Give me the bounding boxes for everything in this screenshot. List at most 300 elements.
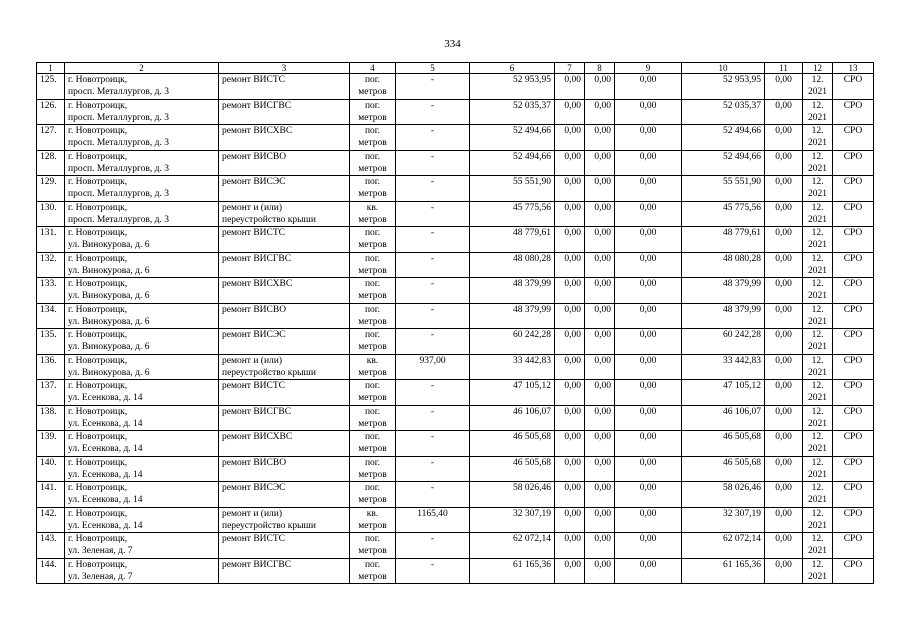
unit-cell-line: метров <box>358 112 387 123</box>
address-cell <box>65 482 219 508</box>
row-number-cell: 140. <box>37 456 65 482</box>
address-cell-line: ул. Есенкова, д. 14 <box>68 418 143 429</box>
work-type-cell-line: ремонт ВИСГВС <box>222 253 292 264</box>
address-cell-line: г. Новотроицк, <box>68 151 128 162</box>
deadline-cell-line: 12. <box>811 330 824 340</box>
total-cost-cell: 45 775,56 <box>470 201 555 227</box>
unit-cell-line: пог. <box>364 75 381 85</box>
deadline-cell-line: 2021 <box>808 87 827 97</box>
col8-cell: 0,00 <box>585 278 615 304</box>
table-row <box>37 329 874 355</box>
address-cell-line: ул. Есенкова, д. 14 <box>68 444 143 454</box>
column-header-12: 12 <box>803 63 833 74</box>
deadline-cell <box>803 125 833 151</box>
col9-cell: 0,00 <box>615 507 682 533</box>
col11-cell: 0,00 <box>765 150 803 176</box>
col7-cell: 0,00 <box>555 507 585 533</box>
col8-cell: 0,00 <box>585 380 615 406</box>
address-cell-line: г. Новотроицк, <box>68 202 128 213</box>
table-row <box>37 125 874 151</box>
address-cell-line: г. Новотроицк, <box>68 406 128 417</box>
table-row <box>37 405 874 431</box>
work-type-cell-line: ремонт ВИСТС <box>222 534 286 544</box>
col8-cell: 0,00 <box>585 405 615 431</box>
address-cell-line: просп. Металлургов, д. 3 <box>68 87 169 97</box>
deadline-cell-line: 2021 <box>808 240 827 250</box>
deadline-cell-line: 12. <box>811 457 824 468</box>
col11-cell: 0,00 <box>765 201 803 227</box>
deadline-cell-line: 2021 <box>808 163 827 174</box>
unit-cell <box>350 303 396 329</box>
work-type-cell-line: переустройство крыши <box>222 214 316 225</box>
unit-cell-line: метров <box>358 444 387 454</box>
total-cost-cell: 52 953,95 <box>470 74 555 100</box>
table-row <box>37 303 874 329</box>
row-number-cell: 144. <box>37 558 65 584</box>
method-cell: СРО <box>833 252 874 278</box>
unit-cell-line: метров <box>358 418 387 429</box>
unit-cell-line: кв. <box>366 355 379 366</box>
deadline-cell <box>803 303 833 329</box>
page-number: 334 <box>444 38 461 50</box>
work-type-cell <box>219 99 350 125</box>
unit-cell-line: метров <box>358 393 387 403</box>
col7-cell: 0,00 <box>555 354 585 380</box>
work-type-cell-line: ремонт и (или) <box>222 508 283 519</box>
unit-cell <box>350 125 396 151</box>
col7-cell: 0,00 <box>555 150 585 176</box>
deadline-cell-line: 2021 <box>808 214 827 225</box>
col10-cell: 46 505,68 <box>682 456 765 482</box>
column-number-row <box>37 63 874 74</box>
address-cell-line: г. Новотроицк, <box>68 279 128 289</box>
unit-cell <box>350 252 396 278</box>
work-type-cell-line: ремонт ВИСТС <box>222 381 286 391</box>
work-type-cell-line: ремонт ВИСХВС <box>222 432 293 442</box>
address-cell-line: ул. Винокурова, д. 6 <box>68 240 150 250</box>
address-cell-line: ул. Винокурова, д. 6 <box>68 342 150 352</box>
deadline-cell-line: 12. <box>811 126 824 136</box>
col9-cell: 0,00 <box>615 303 682 329</box>
col10-cell: 60 242,28 <box>682 329 765 355</box>
col8-cell: 0,00 <box>585 533 615 559</box>
work-type-cell-line: ремонт и (или) <box>222 355 283 366</box>
col9-cell: 0,00 <box>615 482 682 508</box>
quantity-cell: 937,00 <box>396 354 470 380</box>
row-number-cell: 137. <box>37 380 65 406</box>
total-cost-cell: 46 505,68 <box>470 456 555 482</box>
address-cell <box>65 431 219 457</box>
deadline-cell-line: 2021 <box>808 520 827 531</box>
total-cost-cell: 46 106,07 <box>470 405 555 431</box>
work-type-cell <box>219 227 350 253</box>
address-cell <box>65 303 219 329</box>
deadline-cell-line: 2021 <box>808 469 827 480</box>
work-type-cell-line: ремонт и (или) <box>222 202 283 213</box>
deadline-cell-line: 12. <box>811 432 824 442</box>
unit-cell <box>350 201 396 227</box>
quantity-cell: - <box>396 150 470 176</box>
total-cost-cell: 32 307,19 <box>470 507 555 533</box>
method-cell: СРО <box>833 303 874 329</box>
quantity-cell: - <box>396 533 470 559</box>
col8-cell: 0,00 <box>585 227 615 253</box>
address-cell-line: просп. Металлургов, д. 3 <box>68 214 169 225</box>
work-type-cell-line: ремонт ВИСХВС <box>222 126 293 136</box>
col7-cell: 0,00 <box>555 456 585 482</box>
col10-cell: 48 779,61 <box>682 227 765 253</box>
address-cell-line: просп. Металлургов, д. 3 <box>68 189 169 199</box>
col8-cell: 0,00 <box>585 99 615 125</box>
total-cost-cell: 48 379,99 <box>470 278 555 304</box>
deadline-cell-line: 2021 <box>808 495 827 505</box>
deadline-cell <box>803 150 833 176</box>
col10-cell: 52 953,95 <box>682 74 765 100</box>
address-cell-line: просп. Металлургов, д. 3 <box>68 138 169 148</box>
col10-cell: 55 551,90 <box>682 176 765 202</box>
unit-cell-line: метров <box>358 265 387 276</box>
work-type-cell-line: ремонт ВИСГВС <box>222 559 292 570</box>
address-cell-line: г. Новотроицк, <box>68 534 128 544</box>
address-cell <box>65 329 219 355</box>
col11-cell: 0,00 <box>765 176 803 202</box>
table-row <box>37 227 874 253</box>
deadline-cell <box>803 252 833 278</box>
address-cell-line: ул. Винокурова, д. 6 <box>68 316 150 327</box>
col9-cell: 0,00 <box>615 329 682 355</box>
quantity-cell: - <box>396 278 470 304</box>
unit-cell-line: пог. <box>364 406 381 417</box>
deadline-cell-line: 12. <box>811 381 824 391</box>
quantity-cell: - <box>396 227 470 253</box>
deadline-cell <box>803 176 833 202</box>
col10-cell: 48 379,99 <box>682 278 765 304</box>
quantity-cell: - <box>396 176 470 202</box>
col11-cell: 0,00 <box>765 482 803 508</box>
col8-cell: 0,00 <box>585 507 615 533</box>
unit-cell-line: метров <box>358 495 387 505</box>
col8-cell: 0,00 <box>585 150 615 176</box>
col8-cell: 0,00 <box>585 431 615 457</box>
address-cell-line: г. Новотроицк, <box>68 253 128 264</box>
quantity-cell: - <box>396 252 470 278</box>
row-number-cell: 132. <box>37 252 65 278</box>
unit-cell-line: метров <box>358 342 387 352</box>
col11-cell: 0,00 <box>765 278 803 304</box>
deadline-cell-line: 12. <box>811 279 824 289</box>
work-type-cell-line: ремонт ВИСЭС <box>222 177 286 187</box>
method-cell: СРО <box>833 227 874 253</box>
col9-cell: 0,00 <box>615 278 682 304</box>
unit-cell-line: метров <box>358 138 387 148</box>
deadline-cell-line: 12. <box>811 151 824 162</box>
address-cell <box>65 278 219 304</box>
col10-cell: 45 775,56 <box>682 201 765 227</box>
method-cell: СРО <box>833 354 874 380</box>
address-cell <box>65 456 219 482</box>
col11-cell: 0,00 <box>765 99 803 125</box>
col11-cell: 0,00 <box>765 533 803 559</box>
col8-cell: 0,00 <box>585 201 615 227</box>
col11-cell: 0,00 <box>765 303 803 329</box>
method-cell: СРО <box>833 176 874 202</box>
address-cell <box>65 99 219 125</box>
work-type-cell <box>219 456 350 482</box>
deadline-cell <box>803 507 833 533</box>
work-type-cell-line: ремонт ВИСЭС <box>222 483 286 493</box>
column-header-5: 5 <box>396 63 470 74</box>
deadline-cell-line: 12. <box>811 202 824 213</box>
col11-cell: 0,00 <box>765 558 803 584</box>
col11-cell: 0,00 <box>765 380 803 406</box>
address-cell <box>65 354 219 380</box>
work-type-cell-line: ремонт ВИСТС <box>222 228 286 238</box>
address-cell-line: г. Новотроицк, <box>68 355 128 366</box>
col9-cell: 0,00 <box>615 558 682 584</box>
address-cell-line: ул. Есенкова, д. 14 <box>68 520 143 531</box>
unit-cell-line: метров <box>358 367 387 378</box>
unit-cell <box>350 405 396 431</box>
row-number-cell: 136. <box>37 354 65 380</box>
unit-cell <box>350 354 396 380</box>
unit-cell <box>350 482 396 508</box>
unit-cell-line: кв. <box>366 202 379 213</box>
work-type-cell <box>219 329 350 355</box>
deadline-cell <box>803 558 833 584</box>
col10-cell: 52 494,66 <box>682 150 765 176</box>
column-header-13: 13 <box>833 63 874 74</box>
unit-cell <box>350 227 396 253</box>
deadline-cell-line: 2021 <box>808 189 827 199</box>
unit-cell <box>350 150 396 176</box>
total-cost-cell: 55 551,90 <box>470 176 555 202</box>
row-number-cell: 128. <box>37 150 65 176</box>
deadline-cell <box>803 456 833 482</box>
col8-cell: 0,00 <box>585 303 615 329</box>
address-cell <box>65 507 219 533</box>
unit-cell-line: кв. <box>366 508 379 519</box>
address-cell-line: г. Новотроицк, <box>68 381 128 391</box>
col7-cell: 0,00 <box>555 125 585 151</box>
deadline-cell <box>803 227 833 253</box>
table-row <box>37 558 874 584</box>
table-row <box>37 201 874 227</box>
quantity-cell: - <box>396 99 470 125</box>
work-type-cell <box>219 201 350 227</box>
unit-cell-line: пог. <box>364 534 381 544</box>
deadline-cell-line: 2021 <box>808 138 827 148</box>
column-header-11: 11 <box>765 63 803 74</box>
row-number-cell: 131. <box>37 227 65 253</box>
address-cell-line: г. Новотроицк, <box>68 304 128 315</box>
total-cost-cell: 52 494,66 <box>470 150 555 176</box>
col9-cell: 0,00 <box>615 405 682 431</box>
method-cell: СРО <box>833 278 874 304</box>
row-number-cell: 141. <box>37 482 65 508</box>
method-cell: СРО <box>833 99 874 125</box>
col9-cell: 0,00 <box>615 354 682 380</box>
deadline-cell-line: 12. <box>811 355 824 366</box>
register-body <box>37 74 874 584</box>
col10-cell: 33 442,83 <box>682 354 765 380</box>
deadline-cell-line: 12. <box>811 508 824 519</box>
col7-cell: 0,00 <box>555 380 585 406</box>
address-cell-line: ул. Зеленая, д. 7 <box>68 546 133 556</box>
unit-cell-line: пог. <box>364 151 381 162</box>
column-header-9: 9 <box>615 63 682 74</box>
deadline-cell <box>803 201 833 227</box>
address-cell-line: г. Новотроицк, <box>68 228 128 238</box>
method-cell: СРО <box>833 431 874 457</box>
quantity-cell: 1165,40 <box>396 507 470 533</box>
total-cost-cell: 48 779,61 <box>470 227 555 253</box>
col8-cell: 0,00 <box>585 74 615 100</box>
work-type-cell <box>219 380 350 406</box>
work-type-cell <box>219 278 350 304</box>
total-cost-cell: 33 442,83 <box>470 354 555 380</box>
table-row <box>37 176 874 202</box>
column-header-10: 10 <box>682 63 765 74</box>
col11-cell: 0,00 <box>765 354 803 380</box>
row-number-cell: 125. <box>37 74 65 100</box>
work-type-cell <box>219 354 350 380</box>
work-type-cell-line: переустройство крыши <box>222 520 316 531</box>
table-row <box>37 354 874 380</box>
work-type-cell-line: ремонт ВИСВО <box>222 304 287 315</box>
unit-cell <box>350 507 396 533</box>
col9-cell: 0,00 <box>615 125 682 151</box>
col10-cell: 61 165,36 <box>682 558 765 584</box>
unit-cell <box>350 278 396 304</box>
unit-cell-line: метров <box>358 240 387 250</box>
quantity-cell: - <box>396 303 470 329</box>
address-cell-line: ул. Винокурова, д. 6 <box>68 367 150 378</box>
work-type-cell-line: переустройство крыши <box>222 367 316 378</box>
col7-cell: 0,00 <box>555 431 585 457</box>
col11-cell: 0,00 <box>765 329 803 355</box>
col10-cell: 52 494,66 <box>682 125 765 151</box>
deadline-cell-line: 12. <box>811 177 824 187</box>
deadline-cell-line: 12. <box>811 559 824 570</box>
col11-cell: 0,00 <box>765 431 803 457</box>
method-cell: СРО <box>833 125 874 151</box>
col8-cell: 0,00 <box>585 354 615 380</box>
col8-cell: 0,00 <box>585 176 615 202</box>
address-cell-line: ул. Есенкова, д. 14 <box>68 393 143 403</box>
unit-cell-line: пог. <box>364 457 381 468</box>
method-cell: СРО <box>833 150 874 176</box>
unit-cell-line: пог. <box>364 483 381 493</box>
address-cell <box>65 150 219 176</box>
address-cell-line: г. Новотроицк, <box>68 508 128 519</box>
unit-cell-line: метров <box>358 214 387 225</box>
deadline-cell-line: 12. <box>811 100 824 111</box>
col10-cell: 46 106,07 <box>682 405 765 431</box>
col9-cell: 0,00 <box>615 176 682 202</box>
col7-cell: 0,00 <box>555 74 585 100</box>
col7-cell: 0,00 <box>555 278 585 304</box>
col7-cell: 0,00 <box>555 482 585 508</box>
col11-cell: 0,00 <box>765 456 803 482</box>
unit-cell-line: метров <box>358 469 387 480</box>
unit-cell-line: пог. <box>364 432 381 442</box>
col10-cell: 58 026,46 <box>682 482 765 508</box>
work-type-cell <box>219 303 350 329</box>
work-type-cell <box>219 533 350 559</box>
unit-cell <box>350 74 396 100</box>
method-cell: СРО <box>833 456 874 482</box>
row-number-cell: 129. <box>37 176 65 202</box>
work-type-cell <box>219 431 350 457</box>
unit-cell <box>350 431 396 457</box>
col9-cell: 0,00 <box>615 99 682 125</box>
column-header-6: 6 <box>470 63 555 74</box>
address-cell-line: просп. Металлургов, д. 3 <box>68 112 169 123</box>
unit-cell <box>350 380 396 406</box>
col7-cell: 0,00 <box>555 99 585 125</box>
unit-cell-line: пог. <box>364 253 381 264</box>
col7-cell: 0,00 <box>555 176 585 202</box>
col9-cell: 0,00 <box>615 150 682 176</box>
unit-cell-line: метров <box>358 189 387 199</box>
col9-cell: 0,00 <box>615 456 682 482</box>
table-row <box>37 507 874 533</box>
quantity-cell: - <box>396 329 470 355</box>
col10-cell: 48 080,28 <box>682 252 765 278</box>
total-cost-cell: 52 494,66 <box>470 125 555 151</box>
method-cell: СРО <box>833 405 874 431</box>
deadline-cell-line: 2021 <box>808 393 827 403</box>
total-cost-cell: 58 026,46 <box>470 482 555 508</box>
total-cost-cell: 60 242,28 <box>470 329 555 355</box>
work-type-cell-line: ремонт ВИСЭС <box>222 330 286 340</box>
work-type-cell-line: ремонт ВИСГВС <box>222 100 292 111</box>
quantity-cell: - <box>396 558 470 584</box>
address-cell <box>65 125 219 151</box>
address-cell <box>65 176 219 202</box>
unit-cell <box>350 329 396 355</box>
deadline-cell <box>803 533 833 559</box>
col9-cell: 0,00 <box>615 201 682 227</box>
deadline-cell-line: 2021 <box>808 112 827 123</box>
row-number-cell: 135. <box>37 329 65 355</box>
unit-cell-line: пог. <box>364 304 381 315</box>
deadline-cell-line: 12. <box>811 304 824 315</box>
quantity-cell: - <box>396 125 470 151</box>
work-type-cell-line: ремонт ВИСВО <box>222 457 287 468</box>
col9-cell: 0,00 <box>615 74 682 100</box>
address-cell-line: г. Новотроицк, <box>68 100 128 111</box>
col7-cell: 0,00 <box>555 201 585 227</box>
method-cell: СРО <box>833 74 874 100</box>
work-type-cell <box>219 482 350 508</box>
address-cell-line: ул. Винокурова, д. 6 <box>68 265 150 276</box>
col10-cell: 52 035,37 <box>682 99 765 125</box>
address-cell <box>65 405 219 431</box>
table-row <box>37 482 874 508</box>
col8-cell: 0,00 <box>585 329 615 355</box>
total-cost-cell: 48 080,28 <box>470 252 555 278</box>
quantity-cell: - <box>396 431 470 457</box>
address-cell-line: г. Новотроицк, <box>68 177 128 187</box>
deadline-cell <box>803 482 833 508</box>
total-cost-cell: 62 072,14 <box>470 533 555 559</box>
deadline-cell-line: 2021 <box>808 571 827 582</box>
col9-cell: 0,00 <box>615 533 682 559</box>
register-table <box>36 62 874 584</box>
quantity-cell: - <box>396 456 470 482</box>
unit-cell <box>350 176 396 202</box>
